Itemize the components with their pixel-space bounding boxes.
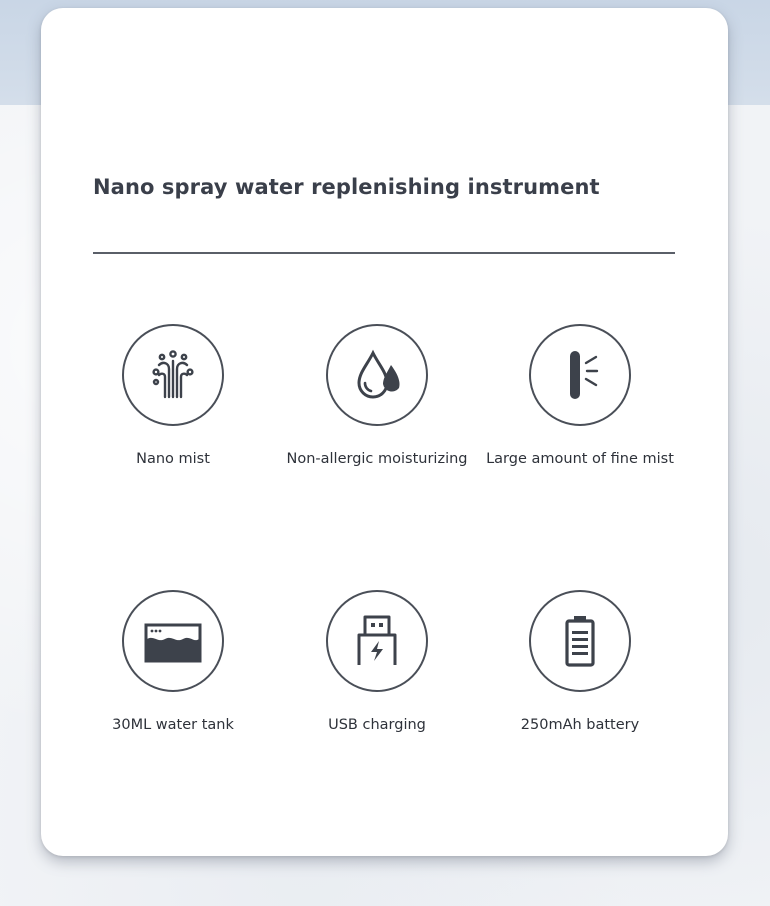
nano-mist-icon — [143, 345, 203, 405]
feature-usb-charging — [269, 590, 489, 760]
usb-charging-icon-circle — [326, 590, 428, 692]
feature-fine-mist — [472, 324, 692, 494]
feature-card — [41, 8, 728, 856]
feature-label: USB charging — [328, 717, 426, 733]
mist-spray-icon — [550, 345, 610, 405]
battery-icon — [550, 611, 610, 671]
mist-spray-icon-circle — [529, 324, 631, 426]
battery-icon-circle — [529, 590, 631, 692]
feature-label: Non-allergic moisturizing — [286, 451, 468, 467]
feature-label: 250mAh battery — [520, 717, 640, 733]
feature-label: 30ML water tank — [112, 717, 234, 733]
water-tank-icon — [142, 611, 204, 671]
water-drops-icon — [347, 345, 407, 405]
feature-non-allergic — [269, 324, 489, 494]
feature-label: Large amount of fine mist — [486, 451, 674, 467]
feature-battery — [472, 590, 692, 760]
water-drops-icon-circle — [326, 324, 428, 426]
feature-nano-mist — [65, 324, 285, 494]
title-divider — [93, 252, 675, 254]
page-title: Nano spray water replenishing instrument — [93, 175, 600, 199]
nano-mist-icon-circle — [122, 324, 224, 426]
usb-charging-icon — [347, 611, 407, 671]
water-tank-icon-circle — [122, 590, 224, 692]
feature-label: Nano mist — [136, 451, 210, 467]
feature-water-tank — [65, 590, 285, 760]
